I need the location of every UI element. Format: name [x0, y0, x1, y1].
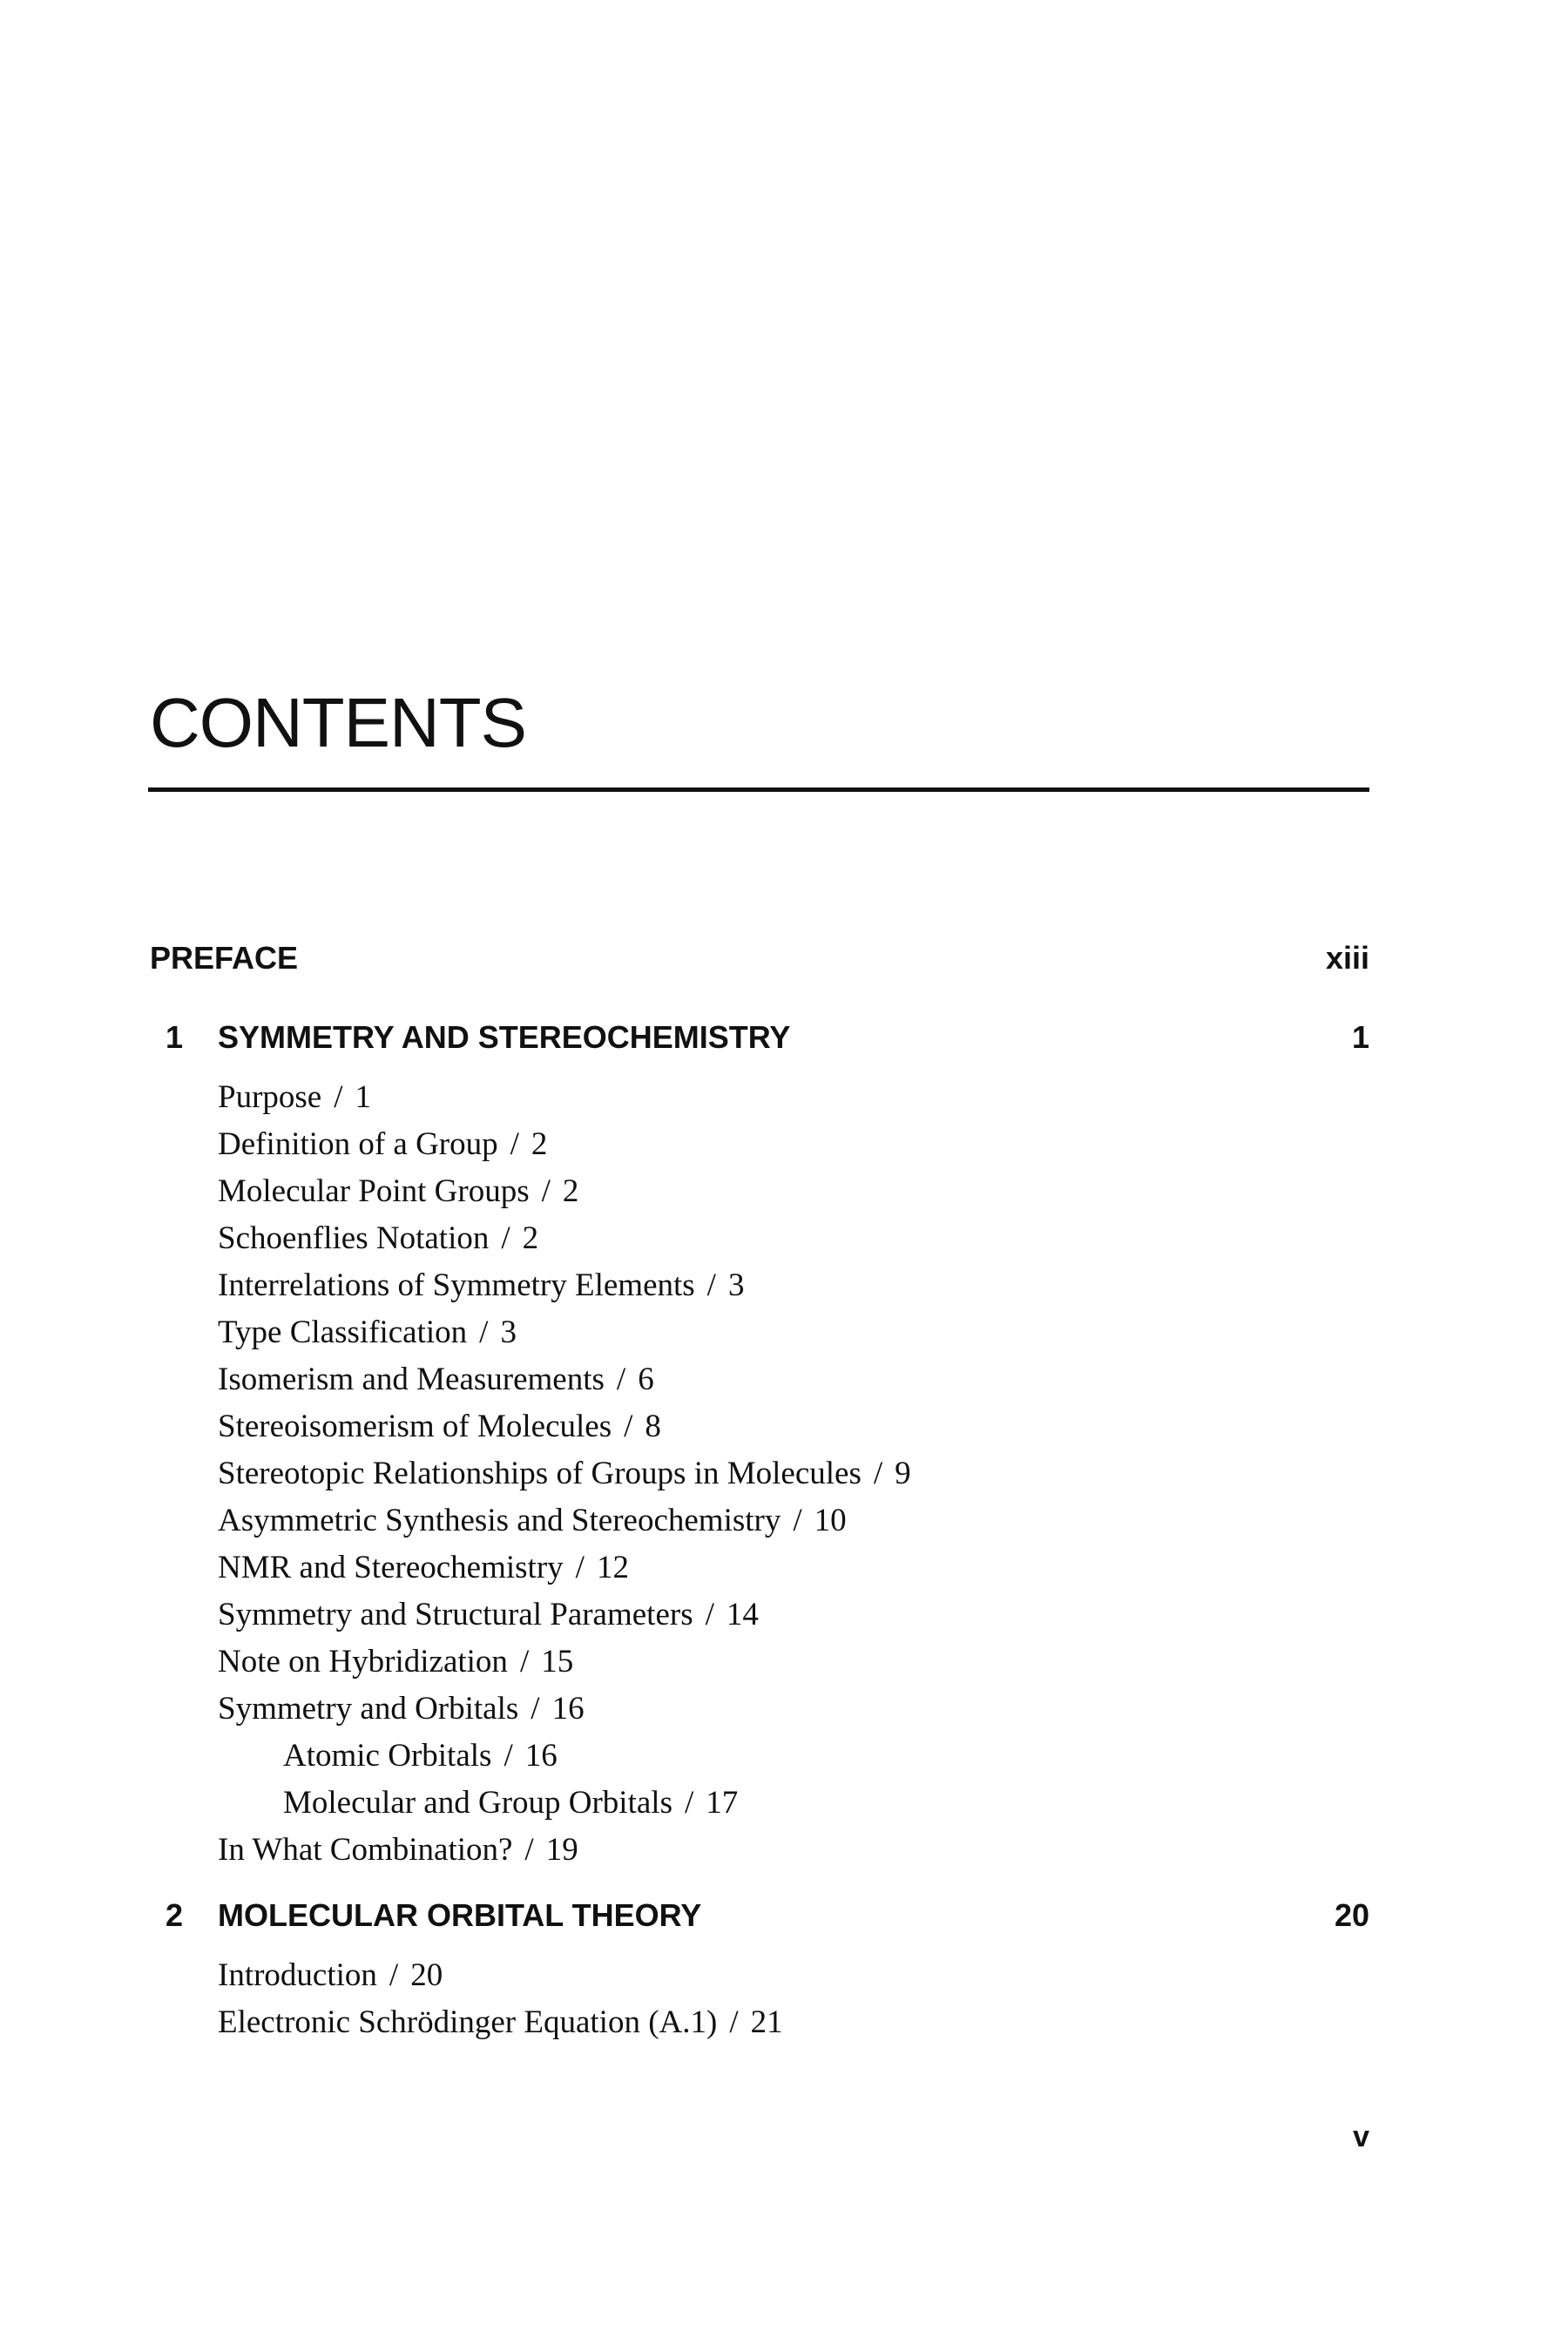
toc-subentry[interactable] [283, 1734, 558, 1778]
entry-title: Molecular and Group Orbitals [283, 1785, 672, 1821]
toc-entry[interactable] [218, 1452, 911, 1496]
entry-separator: / [519, 1644, 530, 1680]
entry-page: 16 [524, 1738, 558, 1774]
toc-entry[interactable] [218, 1264, 744, 1308]
entry-page: 17 [706, 1785, 739, 1821]
entry-title: Stereoisomerism of Molecules [218, 1409, 612, 1444]
entry-title: NMR and Stereochemistry [218, 1550, 564, 1585]
toc-subentry[interactable] [283, 1781, 738, 1825]
toc-entry[interactable] [218, 1687, 585, 1731]
title-rule [148, 787, 1369, 792]
toc-entry[interactable] [218, 1640, 573, 1684]
entry-page: 2 [522, 1220, 539, 1256]
entry-page: 19 [545, 1832, 578, 1868]
entry-page: 10 [814, 1503, 847, 1538]
toc-entry[interactable] [218, 1546, 629, 1590]
entry-page: 20 [410, 1957, 443, 1993]
toc-entry[interactable] [218, 2001, 783, 2044]
toc-entry[interactable] [218, 1358, 654, 1402]
chapter-number: 1 [166, 1019, 184, 1055]
entry-page: 16 [551, 1691, 585, 1727]
entry-separator: / [705, 1597, 714, 1632]
toc-chapter-heading[interactable] [0, 1894, 1568, 1937]
entry-title: Molecular Point Groups [218, 1173, 530, 1209]
entry-separator: / [504, 1738, 513, 1774]
chapter-title: SYMMETRY AND STEREOCHEMISTRY [218, 1019, 791, 1055]
entry-title: Type Classification [218, 1315, 468, 1350]
entry-separator: / [793, 1503, 802, 1538]
toc-entry[interactable] [218, 1499, 847, 1543]
entry-page: 21 [750, 2004, 783, 2040]
toc-chapter-heading[interactable] [0, 1016, 1568, 1059]
entry-separator: / [541, 1173, 551, 1209]
entry-separator: / [706, 1267, 716, 1303]
toc-heading-preface[interactable] [0, 936, 1568, 980]
entry-separator: / [624, 1409, 633, 1444]
chapter-title: MOLECULAR ORBITAL THEORY [218, 1897, 702, 1933]
entry-title: Asymmetric Synthesis and Stereochemistry [218, 1503, 781, 1538]
entry-separator: / [334, 1079, 343, 1115]
toc-entry[interactable] [218, 1217, 538, 1260]
page-title: CONTENTS [150, 684, 526, 761]
entry-page: 14 [726, 1597, 759, 1632]
entry-separator: / [729, 2004, 739, 2040]
toc-entry[interactable] [218, 1311, 517, 1355]
entry-separator: / [524, 1832, 534, 1868]
toc-entry[interactable] [218, 1828, 578, 1872]
chapter-page: 20 [1334, 1897, 1369, 1933]
toc-entry[interactable] [218, 1123, 547, 1166]
entry-page: 2 [562, 1173, 579, 1209]
entry-title: Isomerism and Measurements [218, 1362, 605, 1397]
toc-heading-label: PREFACE [150, 940, 299, 976]
entry-page: 3 [500, 1315, 517, 1350]
toc-entry[interactable] [218, 1170, 578, 1213]
chapter-page: 1 [1351, 1019, 1369, 1055]
entry-page: 1 [355, 1079, 372, 1115]
entry-page: 8 [645, 1409, 661, 1444]
page-number: v [1353, 2120, 1369, 2153]
entry-separator: / [389, 1957, 399, 1993]
entry-title: Definition of a Group [218, 1126, 498, 1162]
entry-separator: / [501, 1220, 510, 1256]
entry-title: Symmetry and Orbitals [218, 1691, 519, 1727]
entry-title: In What Combination? [218, 1832, 513, 1868]
entry-page: 3 [727, 1267, 745, 1303]
entry-page: 12 [596, 1550, 629, 1585]
entry-page: 9 [895, 1456, 911, 1491]
entry-separator: / [510, 1126, 519, 1162]
entry-title: Introduction [218, 1957, 377, 1993]
toc-entry[interactable] [218, 1405, 661, 1449]
entry-separator: / [873, 1456, 883, 1491]
entry-separator: / [531, 1691, 540, 1727]
entry-separator: / [479, 1315, 489, 1350]
chapter-number: 2 [166, 1897, 184, 1933]
entry-separator: / [575, 1550, 585, 1585]
entry-separator: / [616, 1362, 626, 1397]
entry-title: Schoenflies Notation [218, 1220, 490, 1256]
entry-title: Symmetry and Structural Parameters [218, 1597, 693, 1632]
entry-title: Electronic Schrödinger Equation (A.1) [218, 2004, 718, 2040]
entry-title: Interrelations of Symmetry Elements [218, 1267, 695, 1303]
toc-entry[interactable] [218, 1076, 371, 1119]
entry-title: Purpose [218, 1079, 322, 1115]
toc-heading-page: xiii [1325, 940, 1369, 976]
entry-title: Note on Hybridization [218, 1644, 508, 1680]
entry-page: 6 [638, 1362, 654, 1397]
entry-separator: / [684, 1785, 694, 1821]
toc-entry[interactable] [218, 1593, 759, 1637]
entry-title: Stereotopic Relationships of Groups in Molecules [218, 1456, 862, 1491]
entry-page: 15 [541, 1644, 574, 1680]
entry-page: 2 [531, 1126, 548, 1162]
toc-entry[interactable] [218, 1954, 443, 1997]
entry-title: Atomic Orbitals [283, 1738, 492, 1774]
